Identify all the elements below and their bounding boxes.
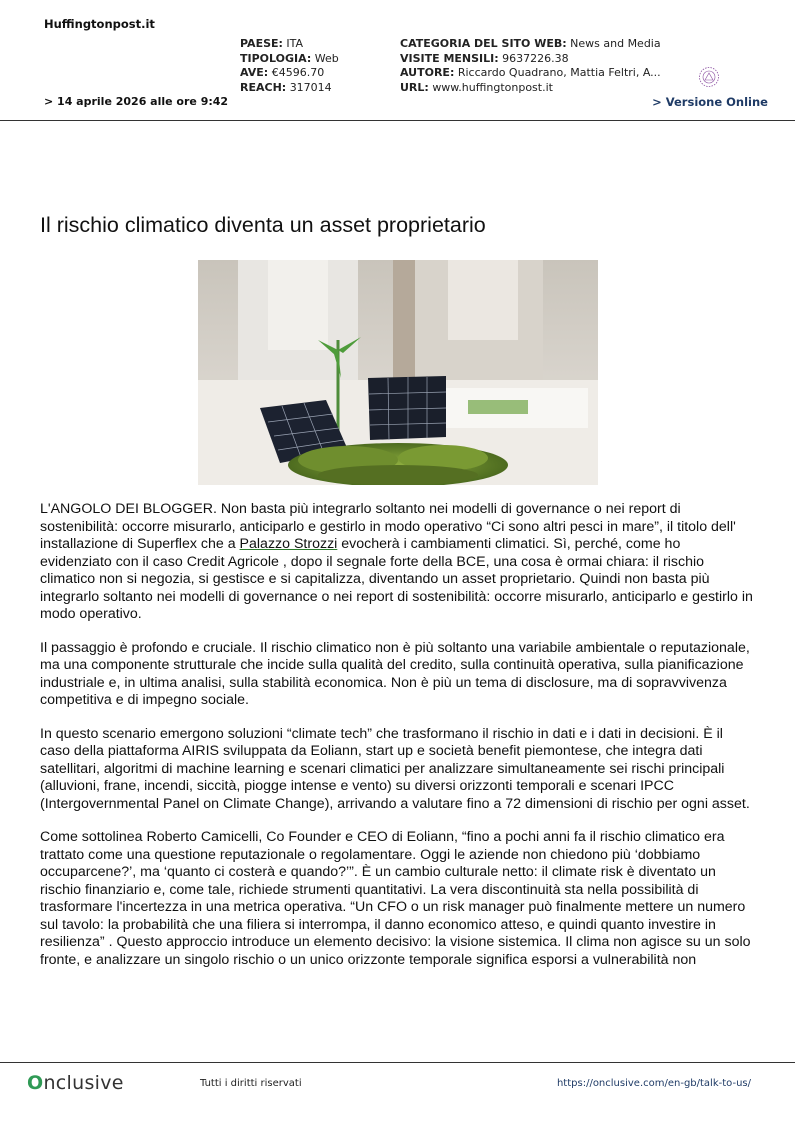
meta-reach: REACH: 317014 xyxy=(240,80,332,94)
article-title: Il rischio climatico diventa un asset proprietario xyxy=(40,213,486,237)
meta-block-right xyxy=(400,37,661,95)
meta-visits: VISITE MENSILI: 9637226.38 xyxy=(400,51,569,65)
copyright-text: Tutti i diritti riservati xyxy=(200,1078,302,1089)
paragraph-3: In questo scenario emergono soluzioni “climate tech” che trasformano il rischio in dati e i dati in decisioni. È il caso della piattaforma AIRIS sviluppata da Eoliann, start up e società benefit piemontese, che integra dati satellitari, algoritmi di machine learning e scenari climatici per analizzare simultaneamente sei rischi principali (alluvioni, frane, incendi, siccità, piogge intense e vento) su diversi orizzonti temporali e scenari IPCC (Intergovernmental Panel on Climate Change), arrivando a valutare fino a 72 dimensioni di rischio per ogni asset. xyxy=(40,725,750,812)
online-version-link[interactable]: > Versione Online xyxy=(652,95,768,109)
palazzo-strozzi-link[interactable]: Palazzo Strozzi xyxy=(239,536,338,552)
meta-ave: AVE: €4596.70 xyxy=(240,66,325,79)
paragraph-4: Come sottolinea Roberto Camicelli, Co Founder e CEO di Eoliann, “fino a pochi anni fa il rischio climatico era trattato come una questione reputazionale o regolamentare. Oggi le aziende non chiedono più ‘dobbiamo occuparcene?’, ma ‘quanto ci costerà e quando?’”. È un cambio culturale netto: il climate risk è diventato un rischio finanziario e, come tale, richiede strumenti quantitativi. La vera discontinuità sta nella possibilità di trasformare l'incertezza in una metrica operativa. “Un CFO o un risk manager può finalmente mettere un numero sul tavolo: la probabilità che una filiera si interrompa, il danno economico atteso, e quindi quanto investire in resilienza” . Questo approccio introduce un elemento decisivo: la visione sistemica. Il clima non agisce su un solo fronte, e analizzare un singolo rischio o un unico orizzonte temporale significa esporsi a vulnerabilità non xyxy=(40,829,751,968)
paragraph-2: Il passaggio è profondo e cruciale. Il rischio climatico non è più soltanto una variabile ambientale o reputazionale, ma una componente strutturale che incide sulla qualità del credito, sulla continuità operativa, sulla pianificazione industriale e, in ultima analisi, sulla stabilità economica. Non è più un tema di disclosure, ma di sopravvivenza competitiva e di impegno sociale. xyxy=(40,639,750,708)
footer-url-link[interactable]: https://onclusive.com/en-gb/talk-to-us/ xyxy=(556,1078,751,1089)
meta-category: CATEGORIA DEL SITO WEB: News and Media xyxy=(400,37,661,50)
footer-divider xyxy=(0,1062,795,1063)
meta-url[interactable]: URL: www.huffingtonpost.it xyxy=(400,80,553,94)
article-body xyxy=(40,501,756,985)
meta-type: TIPOLOGIA: Web xyxy=(240,51,339,65)
meta-author: AUTORE: Riccardo Quadrano, Mattia Feltri, A... xyxy=(400,66,661,79)
source-name: Huffingtonpost.it xyxy=(44,17,155,31)
header-divider xyxy=(0,120,795,121)
article-photo xyxy=(198,260,598,485)
publication-date: > 14 aprile 2026 alle ore 9:42 xyxy=(44,95,229,108)
meta-block-left xyxy=(240,37,339,95)
publisher-logo-icon xyxy=(698,66,720,88)
paragraph-1: L'ANGOLO DEI BLOGGER. Non basta più integrarlo soltanto nei modelli di governance o nei report di sostenibilità: occorre misurarlo, anticiparlo e gestirlo in modo operativo “Ci sono altri pesci in mare”, il titolo dell' installazione di Superflex che a Palazzo Strozzi evocherà i cambiamenti climatici. Sì, perché, come ho evidenziato con il caso Credit Agricole , dopo il segnale forte della BCE, una cosa è ormai chiara: il rischio climatico non si negozia, si gestisce e si capitalizza, diventando un asset proprietario. Quindi non basta più integrarlo soltanto nei modelli di governance o nei report di sostenibilità: occorre misurarlo, anticiparlo e gestirlo in modo operativo. xyxy=(40,501,753,622)
onclusive-logo: Onclusive xyxy=(27,1072,124,1094)
meta-country: PAESE: ITA xyxy=(240,37,304,50)
